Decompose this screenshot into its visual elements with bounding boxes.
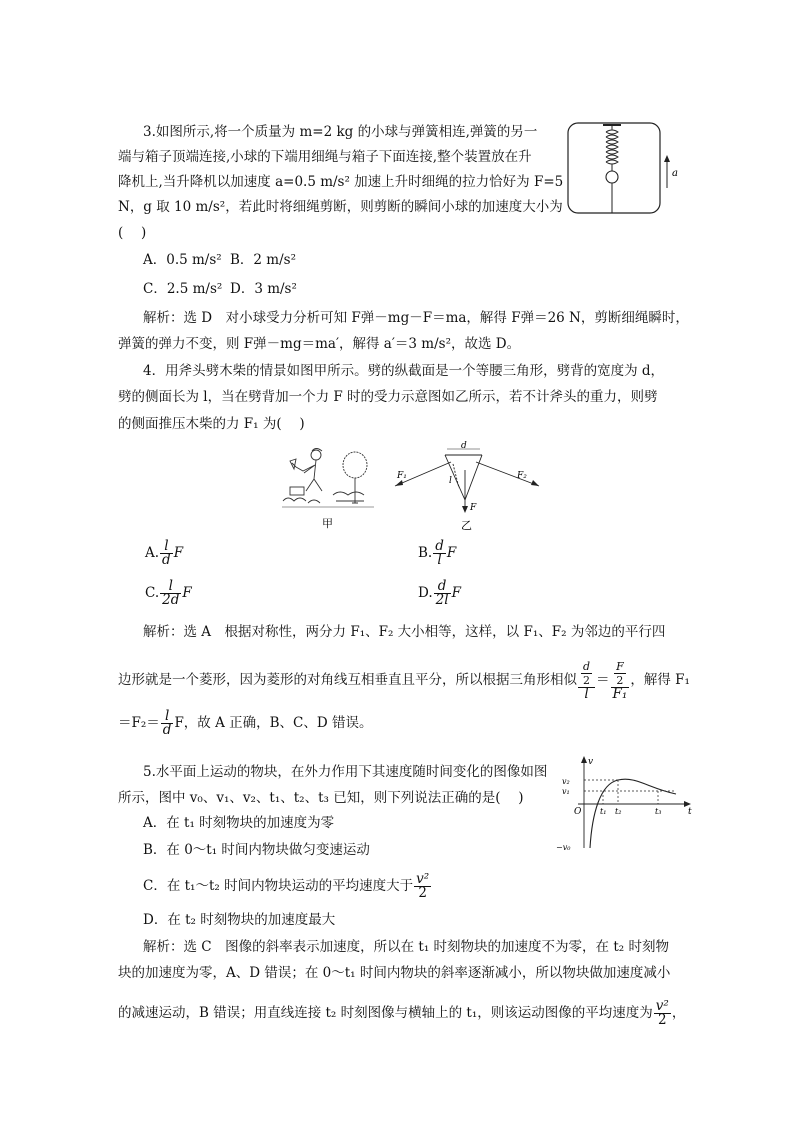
diagram-F1: F₁ xyxy=(397,471,407,481)
force-diagram xyxy=(393,440,543,532)
q3-line1: 3.如图所示,将一个质量为 m=2 kg 的小球与弹簧相连,弹簧的另一 xyxy=(143,124,538,140)
tick-t1: t₁ xyxy=(600,807,607,816)
q3-option-a: A．0.5 m/s² xyxy=(143,252,222,268)
axis-v-label: v xyxy=(588,757,594,767)
q4-option-a: A. $\frac{l}{d}$ F xyxy=(145,538,184,568)
similarity-fraction-left: $\frac{\frac{d}{2}}{l}$ xyxy=(578,660,595,701)
q3-line4: N，g 取 10 m/s²，若此时将细绳剪断，则剪断的瞬间小球的加速度大小为 xyxy=(118,199,563,215)
fraction: $\frac{d}{2l}$ xyxy=(435,578,449,608)
q3-option-d: D．3 m/s² xyxy=(230,281,297,297)
diagram-l: l xyxy=(449,476,452,486)
velocity-time-graph xyxy=(548,754,698,854)
origin-label: O xyxy=(574,807,582,817)
q4-option-b: B. $\frac{d}{l}$ F xyxy=(418,538,457,568)
q4-analysis-line1: 解析：选 A 根据对称性，两分力 F₁、F₂ 大小相等，这样，以 F₁、F₂ 为邻边的平行四 xyxy=(143,624,666,640)
q5-line2: 所示，图中 v₀、v₁、v₂、t₁、t₂、t₃ 已知，则下列说法正确的是( ) xyxy=(118,790,524,806)
q4-line3: 的侧面推压木柴的力 F₁ 为( ) xyxy=(118,416,305,432)
similarity-fraction-right: $\frac{\frac{F}{2}}{\text{F₁}}$ xyxy=(612,660,628,702)
tick-neg-v0: −v₀ xyxy=(556,843,571,852)
q3-line3: 降机上,当升降机以加速度 a=0.5 m/s² 加速上升时细绳的拉力恰好为 F=5 xyxy=(118,174,564,190)
q5-option-d: D．在 t₂ 时刻物块的加速度最大 xyxy=(143,912,336,928)
q5-line1: 5.水平面上运动的物块，在外力作用下其速度随时间变化的图像如图 xyxy=(143,764,548,780)
figure-jia-label: 甲 xyxy=(322,517,333,530)
diagram-F: F xyxy=(470,503,477,513)
fraction: $\frac{l}{d}$ xyxy=(162,538,171,568)
axis-t-label: t xyxy=(688,807,692,817)
q4-line2: 劈的侧面长为 l，当在劈背加一个力 F 时的受力示意图如乙所示，若不计斧头的重力，则劈 xyxy=(118,389,658,405)
q4-option-d: D. $\frac{d}{2l}$ F xyxy=(418,578,461,608)
tick-v2: v₂ xyxy=(562,777,570,786)
accel-label: a xyxy=(672,168,678,179)
q3-line5: ( ) xyxy=(118,225,147,241)
fraction: $\frac{l}{2d}$ xyxy=(162,578,180,608)
q4-analysis-line3: ＝F₂＝ $\frac{l}{d}$ F，故 A 正确，B、C、D 错误。 xyxy=(118,708,373,738)
q4-option-c: C. $\frac{l}{2d}$ F xyxy=(145,578,192,608)
q3-analysis-line2: 弹簧的弹力不变，则 F弹－mg＝ma′，解得 a′＝3 m/s²，故选 D。 xyxy=(118,336,521,352)
spring-box-figure xyxy=(566,120,688,220)
q5-analysis-line1: 解析：选 C 图像的斜率表示加速度，所以在 t₁ 时刻物块的加速度不为零，在 t₂ 时刻物 xyxy=(143,939,669,955)
q5-option-b: B．在 0～t₁ 时间内物块做匀变速运动 xyxy=(143,842,370,858)
tick-t3: t₃ xyxy=(655,807,662,816)
diagram-F2: F₂ xyxy=(517,471,527,481)
q4-analysis-line2: 边形就是一个菱形，因为菱形的对角线互相垂直且平分，所以根据三角形相似 $\frac{\frac{d}{2}}{l}$ ＝ $\frac{\frac{F}{2}}{\text{F₁}}$ ，解得 F₁ xyxy=(118,660,690,702)
q5-analysis-line2: 块的加速度为零，A、D 错误；在 0～t₁ 时间内物块的斜率逐渐减小，所以物块做加速度减小 xyxy=(118,965,671,981)
q3-line2: 端与箱子顶端连接,小球的下端用细绳与箱子下面连接,整个装置放在升 xyxy=(118,149,532,165)
tick-v1: v₁ xyxy=(562,787,570,796)
fraction: $\frac{d}{l}$ xyxy=(435,538,444,568)
q3-option-b: B．2 m/s² xyxy=(230,252,296,268)
q5-option-a: A．在 t₁ 时刻物块的加速度为零 xyxy=(143,815,335,831)
tick-t2: t₂ xyxy=(615,807,622,816)
q5-option-c: C．在 t₁～t₂ 时间内物块运动的平均速度大于 $\frac{\text{v²}}{2}$ xyxy=(143,871,430,901)
fraction: $\frac{\text{v²}}{2}$ xyxy=(416,871,430,901)
diagram-d: d xyxy=(461,441,467,451)
q5-analysis-line3: 的减速运动，B 错误；用直线连接 t₂ 时刻图像与横轴上的 t₁，则该运动图像的平均速度为 $\frac{\text{v²}}{2}$ ， xyxy=(118,998,686,1028)
fraction: $\frac{l}{d}$ xyxy=(162,708,172,738)
q3-analysis-line1: 解析：选 D 对小球受力分析可知 F弹－mg－F＝ma，解得 F弹＝26 N，剪断细绳瞬时， xyxy=(143,310,689,326)
q3-option-c: C．2.5 m/s² xyxy=(143,281,223,297)
q4-line1: 4．用斧头劈木柴的情景如图甲所示。劈的纵截面是一个等腰三角形，劈背的宽度为 d， xyxy=(143,363,665,379)
figure-yi-label: 乙 xyxy=(461,519,472,532)
wood-chopping-illustration xyxy=(278,445,378,531)
fraction: $\frac{\text{v²}}{2}$ xyxy=(655,998,669,1028)
